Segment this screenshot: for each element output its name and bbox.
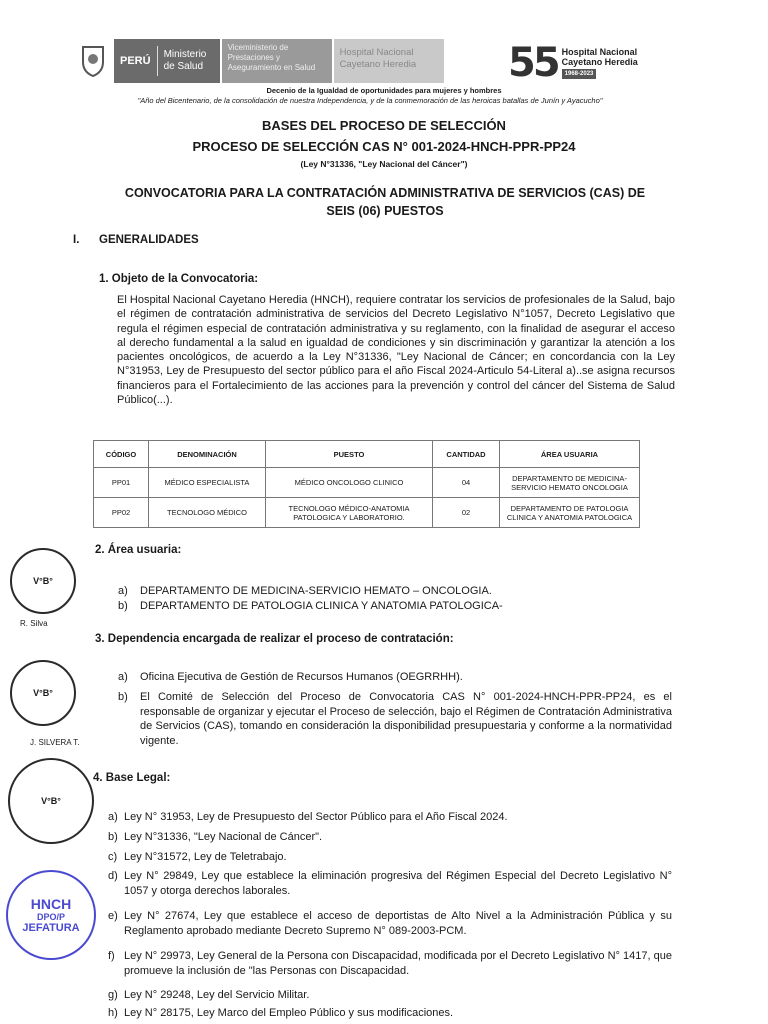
convocatoria-title: CONVOCATORIA PARA LA CONTRATACIÓN ADMINISTRATIVA DE SERVICIOS (CAS) DE SEIS (06) PUESTOS — [124, 186, 646, 218]
ministry-seal-stamp — [10, 660, 76, 726]
table-header-cell: CANTIDAD — [433, 441, 500, 468]
stamp-vobo-text: V°B° — [33, 688, 53, 698]
table-cell: PP02 — [94, 498, 149, 528]
hospital-box-label: Hospital Nacional Cayetano Heredia — [334, 39, 444, 83]
list-item-text: Oficina Ejecutiva de Gestión de Recursos Humanos (OEGRRHH). — [140, 671, 463, 683]
table-header-cell: ÁREA USUARIA — [500, 441, 640, 468]
list-item-label: a) — [118, 671, 128, 683]
logo-number: 55 — [508, 40, 558, 86]
list-item-label: b) — [118, 600, 128, 612]
viceministerio-label: Viceministerio de Prestaciones y Aseguramiento en Salud — [222, 39, 332, 83]
list-item-text: Ley N° 29248, Ley del Servicio Militar. — [124, 989, 310, 1001]
signature-silva: R. Silva — [20, 619, 48, 628]
minsa-logo — [114, 39, 220, 83]
table-cell: MÉDICO ESPECIALISTA — [149, 468, 266, 498]
list-item-label: e) — [108, 910, 118, 922]
peru-shield-icon — [78, 41, 108, 81]
table-cell: 02 — [433, 498, 500, 528]
table-cell: TECNOLOGO MÉDICO-ANATOMIA PATOLOGICA Y LABORATORIO. — [266, 498, 433, 528]
positions-table — [93, 440, 640, 528]
table-row — [94, 468, 640, 498]
cayetano-seal-stamp — [8, 758, 94, 844]
table-cell: DEPARTAMENTO DE MEDICINA-SERVICIO HEMATO ONCOLOGIA — [500, 468, 640, 498]
stamp-vobo-text: V°B° — [41, 796, 61, 806]
title-bases: BASES DEL PROCESO DE SELECCIÓN — [262, 118, 506, 133]
jefatura-blue-stamp — [6, 870, 96, 960]
list-item-text: DEPARTAMENTO DE MEDICINA-SERVICIO HEMATO – ONCOLOGIA. — [140, 585, 492, 597]
list-item-text: Ley N° 31953, Ley de Presupuesto del Sector Público para el Año Fiscal 2024. — [124, 811, 508, 823]
table-header-row — [94, 441, 640, 468]
stamp-vobo-text: V°B° — [33, 576, 53, 586]
law-reference: (Ley N°31336, "Ley Nacional del Cáncer") — [300, 159, 468, 169]
stamp-mid-text: DPO/P — [36, 912, 65, 922]
table-header-cell: PUESTO — [266, 441, 433, 468]
list-item-label: f) — [108, 950, 115, 962]
header-logos — [78, 38, 444, 84]
list-item — [118, 599, 503, 613]
decenio-line: Decenio de la Igualdad de oportunidades para mujeres y hombres — [266, 86, 502, 95]
table-cell: PP01 — [94, 468, 149, 498]
logo-text: Hospital Nacional Cayetano Heredia — [561, 47, 638, 67]
section-4-heading: 4. Base Legal: — [93, 772, 171, 784]
list-item — [108, 810, 508, 824]
list-item-label: a) — [108, 811, 118, 823]
table-header-cell: CÓDIGO — [94, 441, 149, 468]
section-1-text: El Hospital Nacional Cayetano Heredia (HNCH), requiere contratar los servicios de profesionales de la Salud, bajo el régimen de contratación administrativa de servicios del Decreto Legislativo N°1057, Decreto Legislativo que regula el régimen especial de contratación administrativa y su reglamento, con la finalidad de asegurar el acceso al derecho fundamental a la salud en igualdad de condiciones y sin discriminación y garantizar la atención a los pacientes oncológicos, de acuerdo a la Ley N°31336, "Ley Nacional de Cáncer; en concordancia con la Ley N°31953, Ley de Presupuesto del sector público para el año Fiscal 2024-Articulo 54-Literal a)..se asigna recursos financieros para el Fortalecimiento de las acciones para la prevención y control del cáncer del Sistema de Salud Público(...). — [117, 294, 675, 407]
list-item — [108, 1006, 453, 1020]
list-item — [118, 670, 463, 684]
section-i-number: I. — [73, 234, 80, 246]
list-item — [108, 909, 124, 923]
list-item-text: Ley N° 29973, Ley General de la Persona con Discapacidad, modificada por el Decreto Legislativo N° 1417, que promueve la inclusión de "las Personas con Discapacidad. — [124, 950, 672, 977]
list-item-text: Ley N° 28175, Ley Marco del Empleo Público y sus modificaciones. — [124, 1007, 454, 1019]
list-item-text: Ley N° 27674, Ley que establece el acceso de deportistas de Alto Nivel a la Administración Pública y su Reglamento aprobado mediante Decreto Supremo N° 089-2003-PCM. — [124, 910, 672, 937]
list-item-label: b) — [108, 831, 118, 843]
list-item — [118, 584, 492, 598]
section-3-heading: 3. Dependencia encargada de realizar el proceso de contratación: — [95, 633, 454, 645]
list-item-label: b) — [118, 691, 128, 703]
hospital-seal-stamp — [10, 548, 76, 614]
section-2-heading: 2. Área usuaria: — [95, 544, 182, 556]
list-item-text: Ley N°31572, Ley de Teletrabajo. — [124, 851, 287, 863]
list-item-label: g) — [108, 989, 118, 1001]
list-item — [108, 830, 322, 844]
title-proceso: PROCESO DE SELECCIÓN CAS N° 001-2024-HNCH-PPR-PP24 — [192, 139, 576, 154]
table-row — [94, 498, 640, 528]
table-cell: DEPARTAMENTO DE PATOLOGIA CLINICA Y ANATOMIA PATOLOGICA — [500, 498, 640, 528]
signature-silvera: J. SILVERA T. — [30, 738, 80, 747]
list-item-label: c) — [108, 851, 118, 863]
section-1-heading: 1. Objeto de la Convocatoria: — [99, 273, 259, 285]
logo-years: 1968-2023 — [562, 69, 597, 79]
list-item-label: a) — [118, 585, 128, 597]
peru-label: PERÚ — [120, 55, 151, 67]
anio-line: "Año del Bicentenario, de la consolidación de nuestra Independencia, y de la conmemoración de las heroicas batallas de Junín y Ayacucho" — [137, 96, 603, 105]
list-item — [108, 988, 309, 1002]
list-item — [108, 869, 124, 883]
ministerio-label: Ministerio de Salud — [163, 49, 207, 72]
list-item-text: El Comité de Selección del Proceso de Convocatoria CAS N° 001-2024-HNCH-PPR-PP24, es el responsable de organizar y ejecutar el Proceso de selección, bajo el Régimen de Contratación Administrativa de Servicios (CAS), tomando en consideración la disponibilidad presupuestaria y conforme a la normatividad vigente. — [140, 691, 672, 747]
list-item — [108, 949, 124, 963]
hospital-55-logo — [508, 40, 642, 86]
list-item — [108, 850, 287, 864]
table-cell: 04 — [433, 468, 500, 498]
list-item-text: Ley N°31336, "Ley Nacional de Cáncer". — [124, 831, 323, 843]
stamp-top-text: HNCH — [30, 896, 72, 912]
list-item-text: Ley N° 29849, Ley que establece la eliminación progresiva del Régimen Especial del Decreto Legislativo N° 1057 y otorga derechos laborales. — [124, 870, 672, 897]
table-cell: MÉDICO ONCOLOGO CLINICO — [266, 468, 433, 498]
list-item-label: d) — [108, 870, 118, 882]
list-item-text: DEPARTAMENTO DE PATOLOGIA CLINICA Y ANATOMIA PATOLOGICA- — [140, 600, 503, 612]
stamp-bottom-text: JEFATURA — [22, 922, 80, 934]
list-item-label: h) — [108, 1007, 118, 1019]
list-item — [118, 690, 140, 704]
table-cell: TECNOLOGO MÉDICO — [149, 498, 266, 528]
section-i-label: GENERALIDADES — [99, 234, 199, 246]
table-header-cell: DENOMINACIÓN — [149, 441, 266, 468]
